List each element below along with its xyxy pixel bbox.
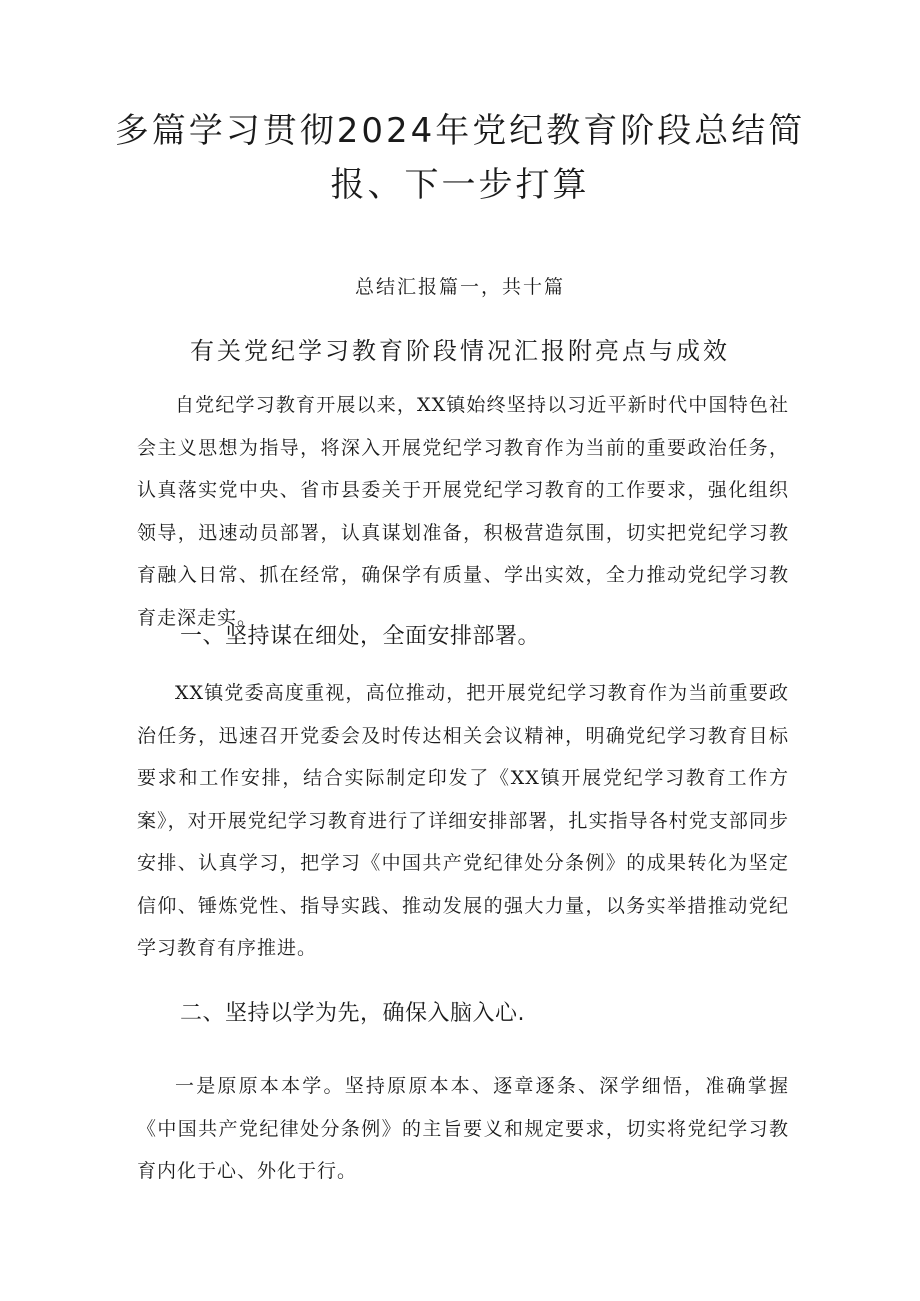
intro-paragraph: 自党纪学习教育开展以来，XX镇始终坚持以习近平新时代中国特色社会主义思想为指导，将深入开展党纪学习教育作为当前的重要政治任务，认真落实党中央、省市县委关于开展党纪学习教育的工作要求，强化组织领导，迅速动员部署，认真谋划准备，积极营造氛围，切实把党纪学习教育融入日常、抓在经常，确保学有质量、学出实效，全力推动党纪学习教育走深走实。	[137, 394, 789, 629]
section-2-paragraph: 一是原原本本学。坚持原原本本、逐章逐条、深学细悟，准确掌握《中国共产党纪律处分条例》的主旨要义和规定要求，切实将党纪学习教育内化于心、外化于行。	[137, 1075, 789, 1182]
article-title: 有关党纪学习教育阶段情况汇报附亮点与成效	[190, 337, 730, 365]
series-label: 总结汇报篇一，共十篇	[354, 276, 565, 298]
section-heading-2: 二、坚持以学为先，确保入脑入心.	[180, 1001, 525, 1026]
section-heading-1: 一、坚持谋在细处，全面安排部署。	[180, 624, 541, 649]
section-1-paragraph: XX镇党委高度重视，高位推动，把开展党纪学习教育作为当前重要政治任务，迅速召开党委会及时传达相关会议精神，明确党纪学习教育目标要求和工作安排，结合实际制定印发了《XX镇开展党纪学习教育工作方案》，对开展党纪学习教育进行了详细安排部署，扎实指导各村党支部同步安排、认真学习，把学习《中国共产党纪律处分条例》的成果转化为坚定信仰、锤炼党性、指导实践、推动发展的强大力量，以务实举措推动党纪学习教育有序推进。	[137, 682, 789, 959]
document-title: 多篇学习贯彻2024年党纪教育阶段总结简报、下一步打算	[114, 111, 806, 205]
